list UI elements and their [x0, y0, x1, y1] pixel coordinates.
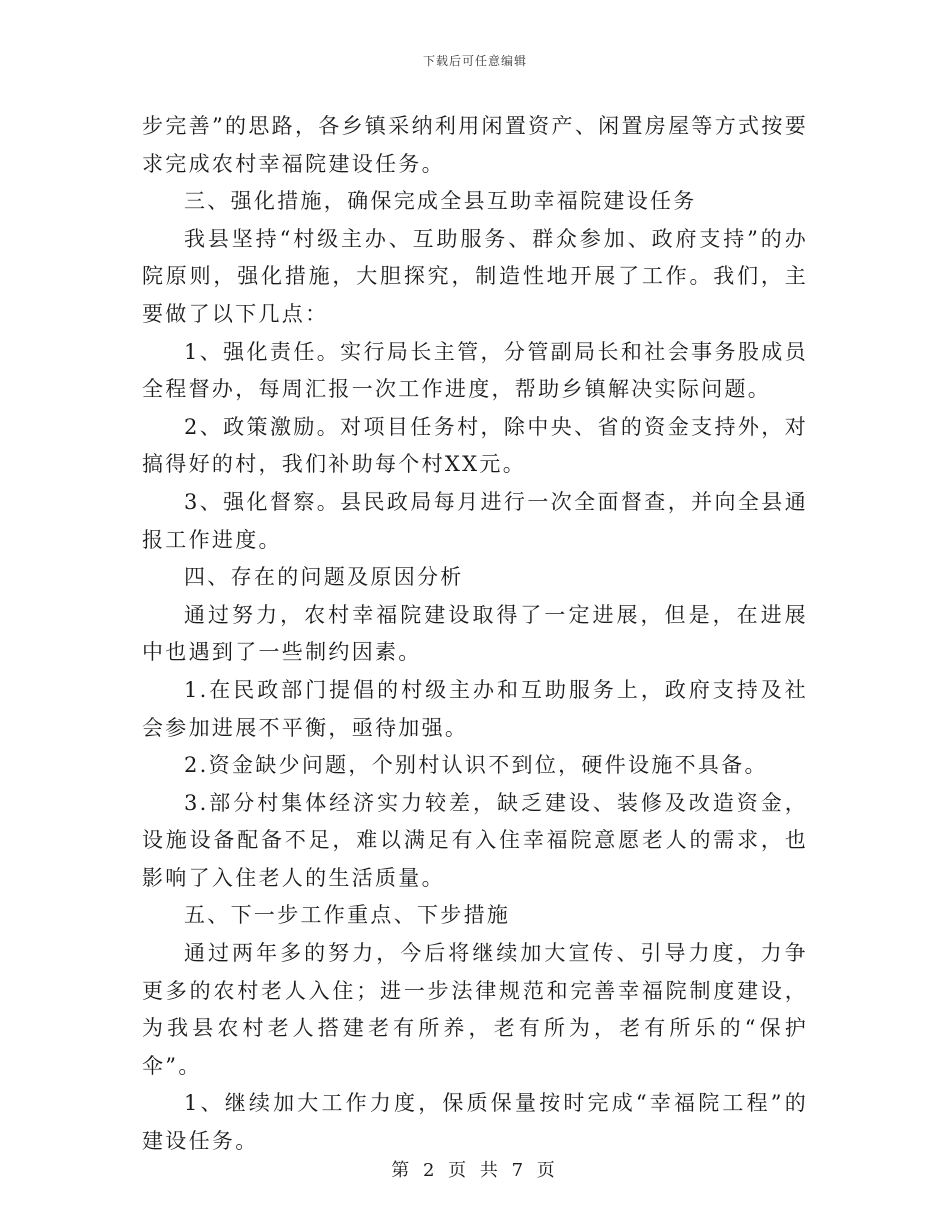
list-item: 3、强化督察。县民政局每月进行一次全面督查，并向全县通报工作进度。 [142, 489, 808, 552]
paragraph: 通过两年多的努力，今后将继续加大宣传、引导力度，力争更多的农村老人入住；进一步法律规范和完善幸福院制度建设，为我县农村老人搭建老有所养，老有所为，老有所乐的“保护伞”。 [142, 941, 808, 1078]
list-item: 2、政策激励。对项目任务村，除中央、省的资金支持外，对搞得好的村，我们补助每个村XX元。 [142, 414, 808, 477]
page-header: 下载后可任意编辑 [422, 54, 527, 68]
paragraph: 通过努力，农村幸福院建设取得了一定进展，但是，在进展中也遇到了一些制约因素。 [142, 602, 808, 665]
list-item: 1.在民政部门提倡的村级主办和互助服务上，政府支持及社会参加进展不平衡，亟待加强。 [142, 677, 808, 740]
paragraph: 步完善”的思路，各乡镇采纳利用闲置资产、闲置房屋等方式按要求完成农村幸福院建设任务。 [142, 114, 808, 176]
document-body [142, 108, 808, 1161]
list-item: 1、继续加大工作力度，保质保量按时完成“幸福院工程”的建设任务。 [142, 1091, 808, 1154]
section-heading: 四、存在的问题及原因分析 [184, 565, 464, 590]
list-item: 1、强化责任。实行局长主管，分管副局长和社会事务股成员全程督办，每周汇报一次工作进度，帮助乡镇解决实际问题。 [142, 339, 808, 402]
section-heading: 五、下一步工作重点、下步措施 [184, 903, 511, 928]
list-item: 3.部分村集体经济实力较差，缺乏建设、装修及改造资金，设施设备配备不足，难以满足有入住幸福院意愿老人的需求，也影响了入住老人的生活质量。 [142, 790, 808, 890]
page-number: 第 2 页 共 7 页 [391, 1160, 559, 1181]
paragraph: 我县坚持“村级主办、互助服务、群众参加、政府支持”的办院原则，强化措施，大胆探究，制造性地开展了工作。我们，主要做了以下几点： [142, 226, 808, 326]
section-heading: 三、强化措施，确保完成全县互助幸福院建设任务 [184, 189, 697, 214]
list-item: 2.资金缺少问题，个别村认识不到位，硬件设施不具备。 [184, 753, 768, 778]
